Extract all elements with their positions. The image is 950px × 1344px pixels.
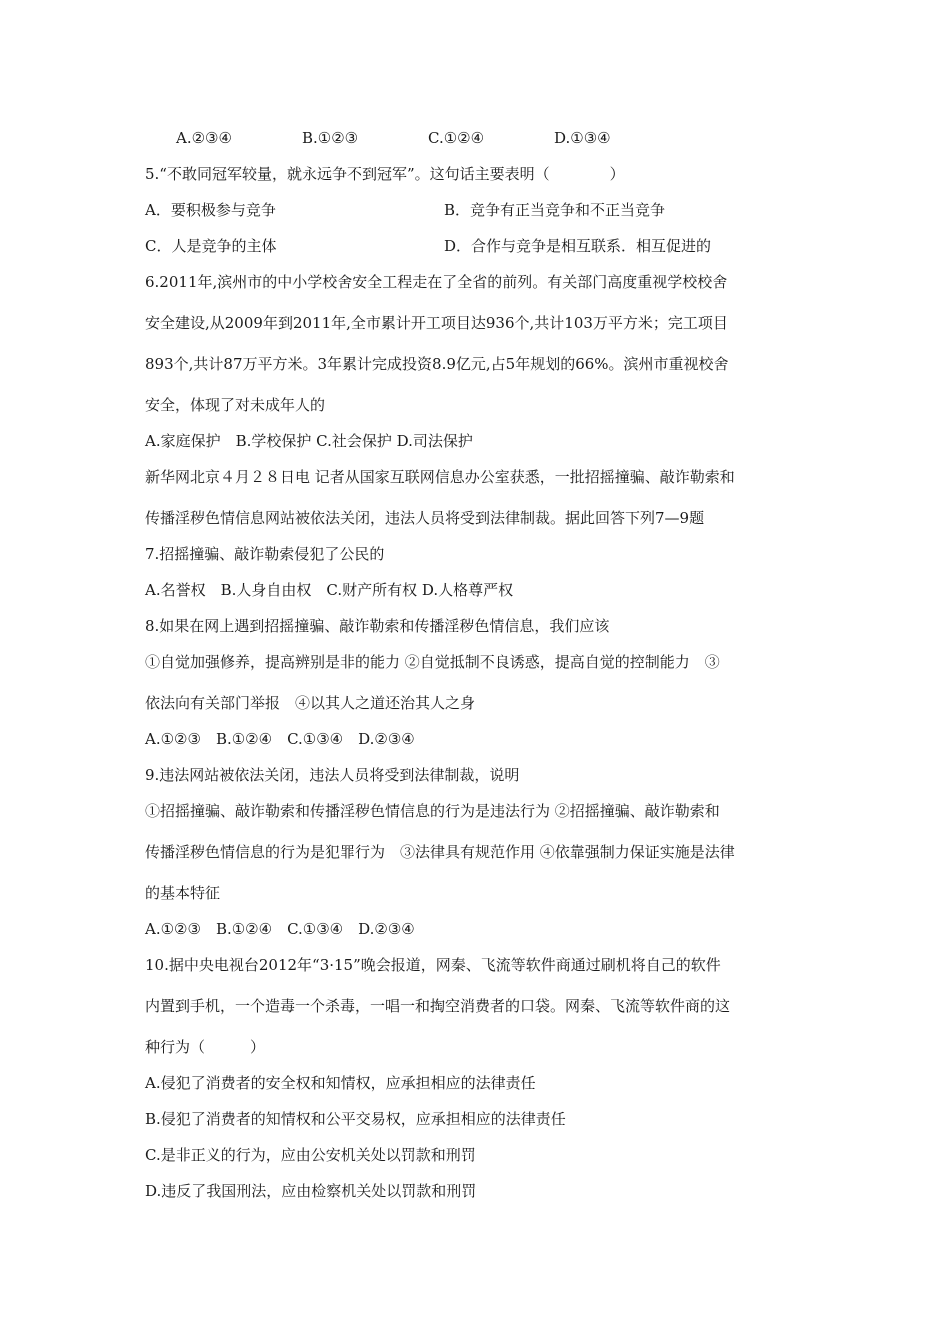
q8-line-2: 依法向有关部门举报 ④以其人之道还治其人之身 xyxy=(145,694,476,712)
q5-stem: 5.“不敢同冠军较量，就永远争不到冠军”。这句话主要表明（ ） xyxy=(145,165,625,183)
q9-line-1: ①招摇撞骗、敲诈勒索和传播淫秽色情信息的行为是违法行为 ②招摇撞骗、敲诈勒索和 xyxy=(145,802,720,820)
q6-line-2: 安全建设,从2009年到2011年,全市累计开工项目达936个,共计103万平方米；完工项目 xyxy=(145,314,728,332)
q5-option-b: B．竞争有正当竞争和不正当竞争 xyxy=(444,201,666,219)
q6-line-4: 安全，体现了对未成年人的 xyxy=(145,396,326,414)
q10-option-a: A.侵犯了消费者的安全权和知情权，应承担相应的法律责任 xyxy=(145,1074,536,1092)
q5-option-a: A．要积极参与竞争 xyxy=(145,201,276,219)
q8-line-1: ①自觉加强修养，提高辨别是非的能力 ②自觉抵制不良诱惑，提高自觉的控制能力 ③ xyxy=(145,653,720,671)
q4-option-c: C.①②④ xyxy=(428,129,485,147)
material-line-1: 新华网北京４月２８日电 记者从国家互联网信息办公室获悉，一批招摇撞骗、敲诈勒索和 xyxy=(145,468,735,486)
q7-options: A.名誉权 B.人身自由权 C.财产所有权 D.人格尊严权 xyxy=(145,581,514,599)
q9-options: A.①②③ B.①②④ C.①③④ D.②③④ xyxy=(145,920,415,938)
material-line-2: 传播淫秽色情信息网站被依法关闭，违法人员将受到法律制裁。据此回答下列7—9题 xyxy=(145,509,705,527)
q4-option-d: D.①③④ xyxy=(554,129,611,147)
q10-option-d: D.违反了我国刑法，应由检察机关处以罚款和刑罚 xyxy=(145,1182,477,1200)
q10-line-1: 10.据中央电视台2012年“3·15”晚会报道，网秦、飞流等软件商通过刷机将自己的软件 xyxy=(145,956,721,974)
q4-option-a: A.②③④ xyxy=(176,129,232,147)
q6-options: A.家庭保护 B.学校保护 C.社会保护 D.司法保护 xyxy=(145,432,473,450)
q6-line-1: 6.2011年,滨州市的中小学校舍安全工程走在了全省的前列。有关部门高度重视学校校舍 xyxy=(145,273,728,291)
q8-options: A.①②③ B.①②④ C.①③④ D.②③④ xyxy=(145,730,415,748)
q10-line-2: 内置到手机，一个造毒一个杀毒，一唱一和掏空消费者的口袋。网秦、飞流等软件商的这 xyxy=(145,997,731,1015)
q10-line-3: 种行为（ ） xyxy=(145,1038,266,1056)
q5-option-d: D．合作与竞争是相互联系．相互促进的 xyxy=(444,237,712,255)
q6-line-3: 893个,共计87万平方米。3年累计完成投资8.9亿元,占5年规划的66%。滨州市重视校舍 xyxy=(145,355,729,373)
q10-option-c: C.是非正义的行为，应由公安机关处以罚款和刑罚 xyxy=(145,1146,476,1164)
q4-option-b: B.①②③ xyxy=(302,129,359,147)
q8-stem: 8.如果在网上遇到招摇撞骗、敲诈勒索和传播淫秽色情信息，我们应该 xyxy=(145,617,610,635)
q9-stem: 9.违法网站被依法关闭，违法人员将受到法律制裁，说明 xyxy=(145,766,520,784)
q5-option-c: C．人是竞争的主体 xyxy=(145,237,277,255)
q9-line-3: 的基本特征 xyxy=(145,884,221,902)
q10-option-b: B.侵犯了消费者的知情权和公平交易权，应承担相应的法律责任 xyxy=(145,1110,566,1128)
q7-stem: 7.招摇撞骗、敲诈勒索侵犯了公民的 xyxy=(145,545,385,563)
q9-line-2: 传播淫秽色情信息的行为是犯罪行为 ③法律具有规范作用 ④依靠强制力保证实施是法律 xyxy=(145,843,735,861)
